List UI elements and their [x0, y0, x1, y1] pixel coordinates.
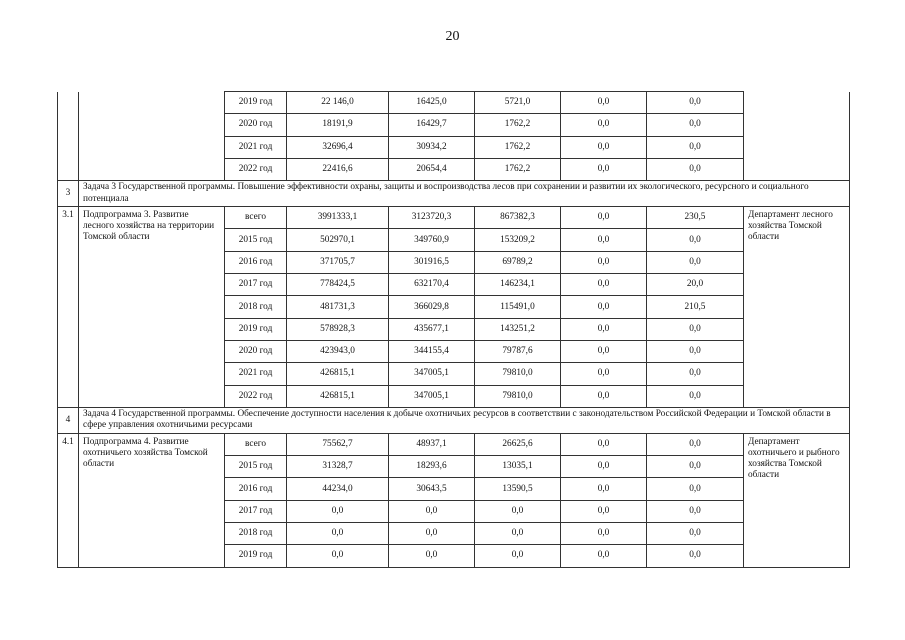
regional-cell: 143251,2: [475, 318, 561, 340]
total-cell: 0,0: [287, 500, 389, 522]
local-cell: 0,0: [561, 274, 647, 296]
task-row: [58, 181, 850, 207]
total-cell: 22416,6: [287, 158, 389, 180]
regional-cell: 867382,3: [475, 207, 561, 229]
regional-cell: 115491,0: [475, 296, 561, 318]
federal-cell: 16429,7: [389, 114, 475, 136]
federal-cell: 366029,8: [389, 296, 475, 318]
total-cell: 44234,0: [287, 478, 389, 500]
local-cell: 0,0: [561, 500, 647, 522]
local-cell: 0,0: [561, 456, 647, 478]
local-cell: 0,0: [561, 385, 647, 407]
subprogram-name: Подпрограмма 3. Развитие лесного хозяйства на территории Томской области: [79, 207, 225, 408]
year-cell: всего: [225, 433, 287, 455]
regional-cell: 69789,2: [475, 251, 561, 273]
federal-cell: 30643,5: [389, 478, 475, 500]
local-cell: 0,0: [561, 296, 647, 318]
federal-cell: 347005,1: [389, 385, 475, 407]
regional-cell: 13590,5: [475, 478, 561, 500]
executor-cell: Департамент лесного хозяйства Томской области: [744, 207, 850, 408]
total-cell: 578928,3: [287, 318, 389, 340]
subprogram-number: 3.1: [58, 207, 79, 408]
total-cell: 31328,7: [287, 456, 389, 478]
task-number: 4: [58, 407, 79, 433]
federal-cell: 0,0: [389, 545, 475, 567]
local-cell: 0,0: [561, 251, 647, 273]
extrabudget-cell: 0,0: [647, 340, 744, 362]
extrabudget-cell: 0,0: [647, 114, 744, 136]
year-cell: всего: [225, 207, 287, 229]
budget-table: [57, 91, 850, 568]
local-cell: 0,0: [561, 207, 647, 229]
regional-cell: 13035,1: [475, 456, 561, 478]
year-cell: 2019 год: [225, 318, 287, 340]
regional-cell: 26625,6: [475, 433, 561, 455]
extrabudget-cell: 0,0: [647, 456, 744, 478]
regional-cell: 0,0: [475, 545, 561, 567]
local-cell: 0,0: [561, 114, 647, 136]
extrabudget-cell: 20,0: [647, 274, 744, 296]
local-cell: 0,0: [561, 158, 647, 180]
year-cell: 2021 год: [225, 363, 287, 385]
federal-cell: 301916,5: [389, 251, 475, 273]
extrabudget-cell: 0,0: [647, 318, 744, 340]
executor-cell: [744, 92, 850, 181]
extrabudget-cell: 0,0: [647, 92, 744, 114]
regional-cell: 79787,6: [475, 340, 561, 362]
federal-cell: 347005,1: [389, 363, 475, 385]
regional-cell: 0,0: [475, 500, 561, 522]
year-cell: 2016 год: [225, 251, 287, 273]
regional-cell: 1762,2: [475, 158, 561, 180]
local-cell: 0,0: [561, 523, 647, 545]
row-number-cell: [58, 92, 79, 181]
table-row: [58, 433, 850, 455]
federal-cell: 16425,0: [389, 92, 475, 114]
federal-cell: 30934,2: [389, 136, 475, 158]
total-cell: 778424,5: [287, 274, 389, 296]
regional-cell: 79810,0: [475, 385, 561, 407]
federal-cell: 18293,6: [389, 456, 475, 478]
task-description: Задача 3 Государственной программы. Повышение эффективности охраны, защиты и воспроизводства лесов при сохранении и развитии их экологического, ресурсного и социального потенциала: [79, 181, 850, 207]
year-cell: 2019 год: [225, 92, 287, 114]
year-cell: 2017 год: [225, 274, 287, 296]
local-cell: 0,0: [561, 478, 647, 500]
task-row: [58, 407, 850, 433]
total-cell: 18191,9: [287, 114, 389, 136]
regional-cell: 1762,2: [475, 136, 561, 158]
local-cell: 0,0: [561, 318, 647, 340]
local-cell: 0,0: [561, 92, 647, 114]
table-row: [58, 92, 850, 114]
year-cell: 2018 год: [225, 296, 287, 318]
local-cell: 0,0: [561, 363, 647, 385]
task-number: 3: [58, 181, 79, 207]
local-cell: 0,0: [561, 433, 647, 455]
federal-cell: 349760,9: [389, 229, 475, 251]
extrabudget-cell: 0,0: [647, 136, 744, 158]
extrabudget-cell: 0,0: [647, 433, 744, 455]
extrabudget-cell: 0,0: [647, 545, 744, 567]
local-cell: 0,0: [561, 340, 647, 362]
federal-cell: 344155,4: [389, 340, 475, 362]
extrabudget-cell: 0,0: [647, 523, 744, 545]
total-cell: 502970,1: [287, 229, 389, 251]
extrabudget-cell: 230,5: [647, 207, 744, 229]
federal-cell: 20654,4: [389, 158, 475, 180]
federal-cell: 0,0: [389, 500, 475, 522]
year-cell: 2018 год: [225, 523, 287, 545]
local-cell: 0,0: [561, 545, 647, 567]
page-number: 20: [445, 29, 460, 44]
federal-cell: 48937,1: [389, 433, 475, 455]
year-cell: 2020 год: [225, 114, 287, 136]
extrabudget-cell: 0,0: [647, 251, 744, 273]
year-cell: 2016 год: [225, 478, 287, 500]
executor-cell: Департамент охотничьего и рыбного хозяйства Томской области: [744, 433, 850, 567]
total-cell: 426815,1: [287, 363, 389, 385]
total-cell: 0,0: [287, 523, 389, 545]
year-cell: 2015 год: [225, 229, 287, 251]
year-cell: 2021 год: [225, 136, 287, 158]
total-cell: 423943,0: [287, 340, 389, 362]
year-cell: 2019 год: [225, 545, 287, 567]
program-name-cell: [79, 92, 225, 181]
extrabudget-cell: 0,0: [647, 385, 744, 407]
extrabudget-cell: 0,0: [647, 478, 744, 500]
regional-cell: 1762,2: [475, 114, 561, 136]
total-cell: 371705,7: [287, 251, 389, 273]
federal-cell: 0,0: [389, 523, 475, 545]
regional-cell: 0,0: [475, 523, 561, 545]
extrabudget-cell: 0,0: [647, 500, 744, 522]
extrabudget-cell: 0,0: [647, 363, 744, 385]
extrabudget-cell: 0,0: [647, 229, 744, 251]
federal-cell: 435677,1: [389, 318, 475, 340]
total-cell: 32696,4: [287, 136, 389, 158]
table-row: [58, 207, 850, 229]
total-cell: 3991333,1: [287, 207, 389, 229]
total-cell: 75562,7: [287, 433, 389, 455]
local-cell: 0,0: [561, 229, 647, 251]
local-cell: 0,0: [561, 136, 647, 158]
subprogram-name: Подпрограмма 4. Развитие охотничьего хозяйства Томской области: [79, 433, 225, 567]
year-cell: 2022 год: [225, 158, 287, 180]
regional-cell: 79810,0: [475, 363, 561, 385]
regional-cell: 5721,0: [475, 92, 561, 114]
regional-cell: 146234,1: [475, 274, 561, 296]
year-cell: 2020 год: [225, 340, 287, 362]
task-description: Задача 4 Государственной программы. Обеспечение доступности населения к добыче охотничьих ресурсов в соответствии с законодательством Российской Федерации и Томской области в сфере управления охотничьими ресурсами: [79, 407, 850, 433]
total-cell: 0,0: [287, 545, 389, 567]
year-cell: 2022 год: [225, 385, 287, 407]
year-cell: 2015 год: [225, 456, 287, 478]
subprogram-number: 4.1: [58, 433, 79, 567]
total-cell: 426815,1: [287, 385, 389, 407]
federal-cell: 632170,4: [389, 274, 475, 296]
year-cell: 2017 год: [225, 500, 287, 522]
total-cell: 481731,3: [287, 296, 389, 318]
federal-cell: 3123720,3: [389, 207, 475, 229]
extrabudget-cell: 0,0: [647, 158, 744, 180]
extrabudget-cell: 210,5: [647, 296, 744, 318]
regional-cell: 153209,2: [475, 229, 561, 251]
total-cell: 22 146,0: [287, 92, 389, 114]
